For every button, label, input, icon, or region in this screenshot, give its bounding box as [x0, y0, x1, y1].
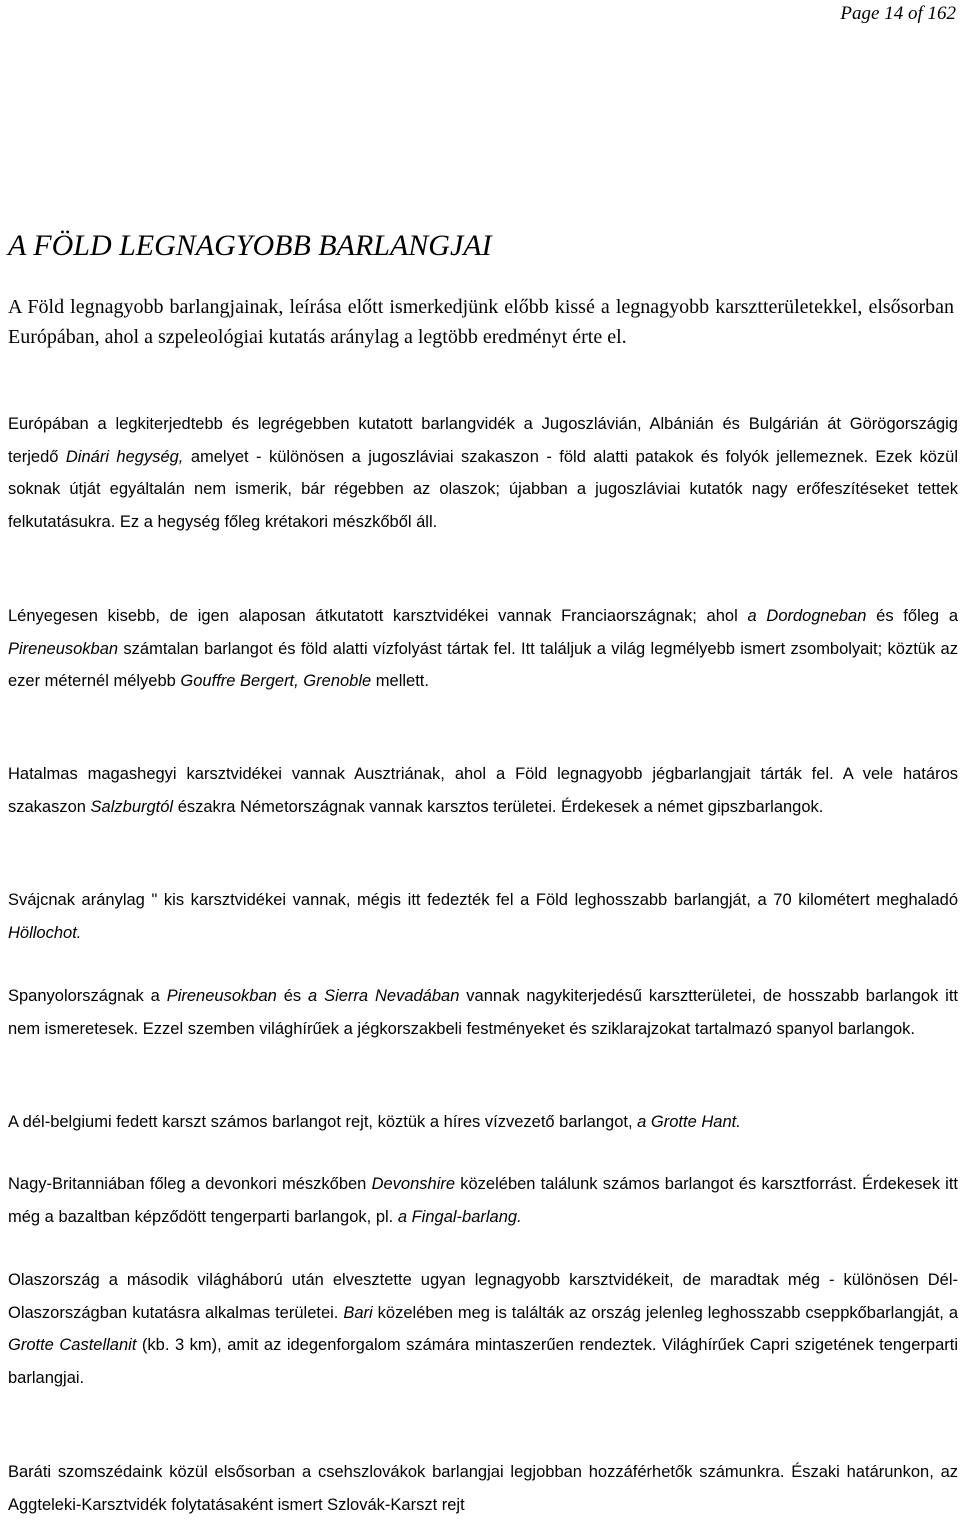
paragraph-france: Lényegesen kisebb, de igen alaposan átkutatott karsztvidékei vannak Franciaországnak; ahol a Dordogneban és főleg a Pireneusokban számtalan barlangot és föld alatti vízfolyást tártak fel. Itt találjuk a világ legmélyebb ismert zsombolyait; köztük az ezer méternél mélyebb Gouffre Bergert, Grenoble mellett.	[8, 607, 959, 690]
paragraph-switzerland: Svájcnak aránylag " kis karsztvidékei vannak, mégis itt fedezték fel a Föld leghosszabb barlangját, a 70 kilométert meghaladó Höllochot.	[8, 891, 958, 942]
paragraph-czechoslovakia: Baráti szomszédaink közül elsősorban a csehszlovákok barlangjai legjobban hozzáférhetők számunkra. Északi határunkon, az Aggteleki-Karsztvidék folytatásaként ismert Szlovák-Karszt rejt	[8, 1463, 958, 1514]
page-title: A FÖLD LEGNAGYOBB BARLANGJAI	[8, 229, 492, 262]
paragraph-austria: Hatalmas magashegyi karsztvidékei vannak Ausztriának, ahol a Föld legnagyobb jégbarlangjait tárták fel. A vele határos szakaszon Salzburgtól északra Németországnak vannak karsztos területei. Érdekesek a német gipszbarlangok.	[8, 765, 958, 816]
page-number-label: Page 14 of 162	[840, 3, 956, 24]
paragraph-dinari: Európában a legkiterjedtebb és legrégebben kutatott barlangvidék a Jugoszlávián, Albánián és Bulgárián át Görögországig terjedő Dinári hegység, amelyet - különösen a jugoszláviai szakaszon - föld alatti patakok és folyók jellemeznek. Ezek közül soknak útját egyáltalán nem ismerik, bár régebben az olaszok; újabban a jugoszláviai kutatók nagy erőfeszítéseket tettek felkutatásukra. Ez a hegység főleg krétakori mészkőből áll.	[8, 415, 958, 531]
paragraph-britain: Nagy-Britanniában főleg a devonkori mészkőben Devonshire közelében találunk számos barlangot és karsztforrást. Érdekesek itt még a bazaltban képződött tengerparti barlangok, pl. a Fingal-barlang.	[8, 1175, 958, 1226]
paragraph-spain: Spanyolországnak a Pireneusokban és a Sierra Nevadában vannak nagykiterjedésű karsztterületei, de hosszabb barlangok itt nem ismeretesek. Ezzel szemben világhírűek a jégkorszakbeli festményeket és sziklarajzokat tartalmazó spanyol barlangok.	[8, 987, 958, 1038]
paragraph-italy: Olaszország a második világháború után elvesztette ugyan legnagyobb karsztvidékeit, de maradtak még - különösen Dél-Olaszországban kutatásra alkalmas területei. Bari közelében meg is találták az ország jelenleg leghosszabb cseppkőbarlangját, a Grotte Castellanit (kb. 3 km), amit az idegenforgalom számára mintaszerűen rendeztek. Világhírűek Capri szigetének tengerparti barlangjai.	[8, 1271, 958, 1387]
intro-paragraph: A Föld legnagyobb barlangjainak, leírása előtt ismerkedjünk előbb kissé a legnagyobb karsztterületekkel, elsősorban Európában, ahol a szpeleológiai kutatás aránylag a legtöbb eredményt érte el.	[8, 296, 954, 348]
paragraph-belgium: A dél-belgiumi fedett karszt számos barlangot rejt, köztük a híres vízvezető barlangot, a Grotte Hant.	[8, 1113, 741, 1131]
